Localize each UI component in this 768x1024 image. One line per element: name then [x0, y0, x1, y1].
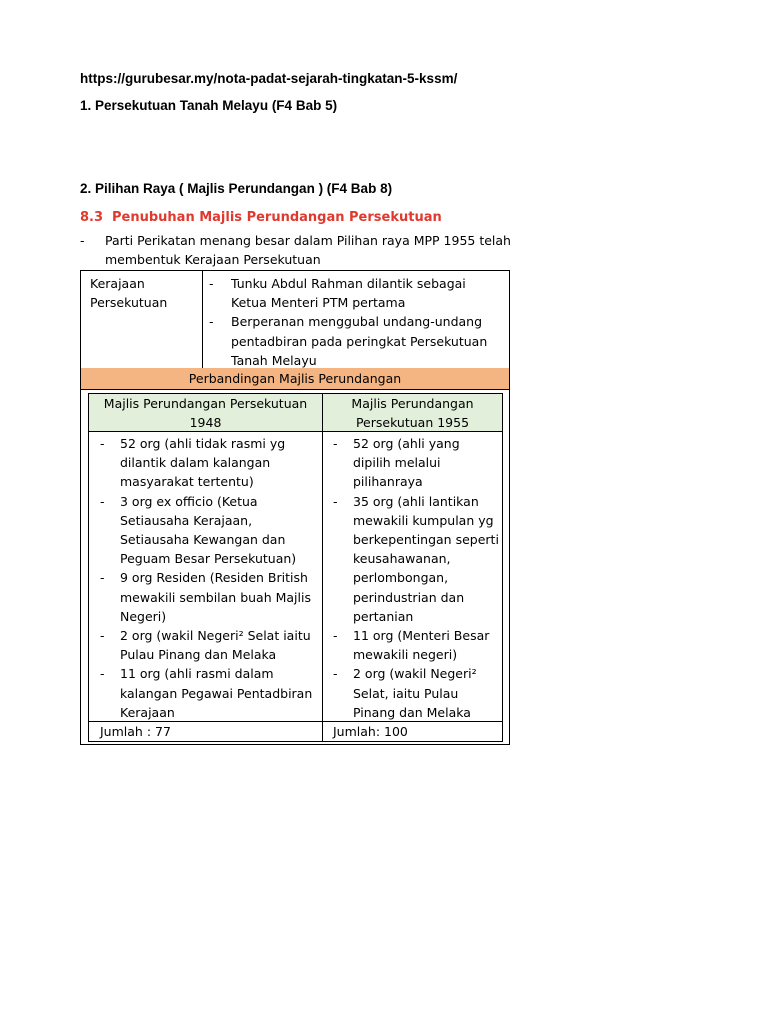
- list-item: - 2 org (wakil Negeri² Selat, iaitu Pulau Pinang dan Melaka: [333, 666, 477, 720]
- list-item: - Berperanan menggubal undang-undang pentadbiran pada peringkat Persekutuan Tanah Melayu: [209, 314, 488, 368]
- list-item: - 3 org ex officio (Ketua Setiausaha Kerajaan, Setiausaha Kewangan dan Peguam Besar Persekutuan): [100, 493, 297, 567]
- comparison-band: Perbandingan Majlis Perundangan: [81, 368, 509, 390]
- list-item: - 52 org (ahli tidak rasmi yg dilantik dalam kalangan masyarakat tertentu): [100, 436, 286, 490]
- total-1948: Jumlah : 77: [89, 721, 322, 741]
- row-content-kerajaan: [209, 274, 504, 370]
- intro-dash: -: [80, 233, 85, 248]
- heading-pilihan-raya: 2. Pilihan Raya ( Majlis Perundangan ) (F4 Bab 8): [80, 181, 393, 196]
- section-number: 8.3: [80, 210, 104, 225]
- column-1955-list: [333, 434, 501, 722]
- total-1955: Jumlah: 100: [323, 721, 502, 741]
- intro-paragraph: [80, 231, 520, 269]
- list-item: - 9 org Residen (Residen British mewakili sembilan buah Majlis Negeri): [100, 570, 311, 624]
- list-item: - 11 org (ahli rasmi dalam kalangan Pegawai Pentadbiran Kerajaan: [100, 666, 313, 720]
- list-item: - Tunku Abdul Rahman dilantik sebagai Ketua Menteri PTM pertama: [209, 276, 466, 311]
- source-url: https://gurubesar.my/nota-padat-sejarah-tingkatan-5-kssm/: [80, 71, 458, 86]
- list-item: - 11 org (Menteri Besar mewakili negeri): [333, 628, 490, 663]
- column-divider: [322, 394, 323, 741]
- column-divider: [202, 271, 203, 368]
- column-header-1948: Majlis Perundangan Persekutuan 1948: [89, 394, 322, 432]
- heading-persekutuan: 1. Persekutuan Tanah Melayu (F4 Bab 5): [80, 98, 338, 113]
- list-item: - 52 org (ahli yang dipilih melalui pilihanraya: [333, 436, 460, 490]
- intro-text: Parti Perikatan menang besar dalam Pilihan raya MPP 1955 telah membentuk Kerajaan Persekutuan: [105, 233, 511, 267]
- row-label-kerajaan: Kerajaan Persekutuan: [90, 276, 168, 311]
- section-title: Penubuhan Majlis Perundangan Persekutuan: [112, 210, 442, 225]
- comparison-table: [88, 393, 503, 742]
- section-heading: [80, 210, 442, 225]
- table-row: [81, 271, 509, 369]
- list-item: - 35 org (ahli lantikan mewakili kumpulan yg berkepentingan seperti keusahawanan, perlombongan, perindustrian dan pertanian: [333, 493, 499, 624]
- summary-table: [80, 270, 510, 745]
- column-1948-list: [100, 434, 320, 722]
- column-header-1955: Majlis Perundangan Persekutuan 1955: [323, 394, 502, 432]
- list-item: - 2 org (wakil Negeri² Selat iaitu Pulau Pinang dan Melaka: [100, 628, 311, 663]
